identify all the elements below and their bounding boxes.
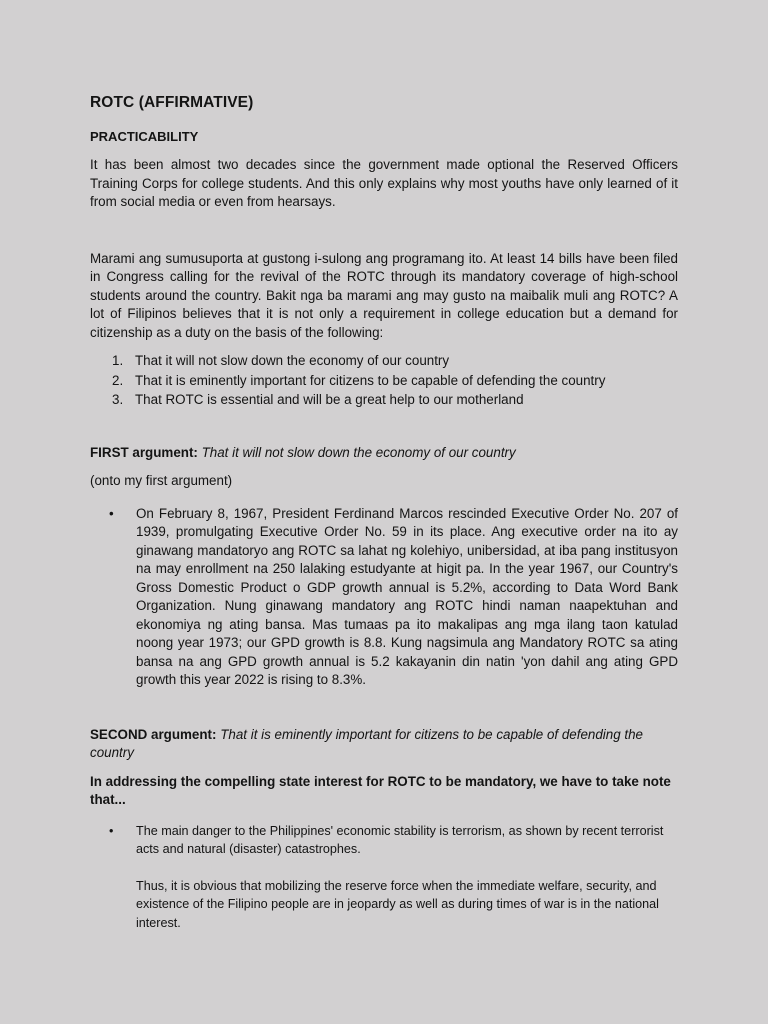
list-number: 3. (112, 392, 124, 407)
first-argument-body: On February 8, 1967, President Ferdinand Marcos rescinded Executive Order No. 207 of 1939, promulgating Executive Order No. 59 in its place. Ang executive order na ito ay ginawang mandatoryo ang ROTC sa lahat ng kolehiyo, unibersidad, at iba pang institusyon na may enrollment na 250 lalaking estudyante at higit pa. In the year 1967, our Country's Gross Domestic Product o GDP growth annual is 5.2%, according to Data Word Bank Organization. Nung ginawang mandatory ang ROTC hindi naman naapektuhan and ekonomiya ng ating bansa. Mas tumaas pa ito makalipas ang mga ilang taon katulad noong year 1973; our GPD growth is 8.8. Kung nagsimula ang Mandatory ROTC sa ating bansa na ang GPD growth annual is 5.2 kakayanin din natin 'yon dahil ang ating GPD growth this year 2022 is rising to 8.3%. (136, 505, 678, 687)
bullet-icon: • (109, 823, 114, 838)
second-argument-body: The main danger to the Philippines' economic stability is terrorism, as shown by recent terrorist acts and natural (disaster) catastrophes. (136, 823, 664, 856)
second-argument-followup: Thus, it is obvious that mobilizing the reserve force when the immediate welfare, security, and existence of the Filipino people are in jeopardy as well as during times of war is in the national interest. (136, 878, 659, 930)
list-item (112, 372, 678, 391)
second-argument-lead: In addressing the compelling state interest for ROTC to be mandatory, we have to take note that... (90, 773, 671, 807)
list-number: 1. (112, 353, 124, 368)
intro-paragraph: It has been almost two decades since the government made optional the Reserved Officers Training Corps for college students. And this only explains why most youths have only learned of it from social media or even from hearsays. (90, 157, 678, 209)
second-paragraph: Marami ang sumusuporta at gustong i-sulong ang programang ito. At least 14 bills have been filed in Congress calling for the revival of the ROTC through its mandatory coverage of high-school students around the country. Bakit nga ba marami ang may gusto na maibalik muli ang ROTC? A lot of Filipinos believes that it is not only a requirement in college education but a demand for citizenship as a duty on the basis of the following: (90, 250, 678, 340)
spacer (90, 420, 678, 444)
first-argument-text: That it will not slow down the economy of our country (201, 444, 516, 460)
first-argument-bullets (90, 505, 678, 690)
document-title: ROTC (AFFIRMATIVE) (90, 94, 254, 111)
list-item (109, 505, 678, 690)
list-item-text: That ROTC is essential and will be a great help to our motherland (135, 392, 524, 407)
list-item (112, 391, 678, 410)
spacer (90, 222, 678, 250)
list-item (109, 822, 678, 933)
second-argument-bullets (90, 822, 678, 933)
second-argument-heading (90, 726, 678, 763)
spacer (90, 690, 678, 726)
points-list (90, 352, 678, 410)
first-argument-label: FIRST argument: (90, 444, 198, 460)
list-item-text: That it will not slow down the economy of our country (135, 353, 450, 368)
second-argument-label: SECOND argument: (90, 726, 217, 742)
list-item (112, 352, 678, 371)
bullet-icon: • (109, 505, 114, 521)
first-argument-note: (onto my first argument) (90, 473, 233, 488)
first-argument-heading (90, 444, 678, 463)
second-argument-text: That it is eminently important for citizens to be capable of defending the country (90, 726, 644, 760)
list-item-text: That it is eminently important for citizens to be capable of defending the country (135, 372, 606, 388)
list-number: 2. (112, 372, 124, 388)
section-heading: PRACTICABILITY (90, 128, 199, 144)
